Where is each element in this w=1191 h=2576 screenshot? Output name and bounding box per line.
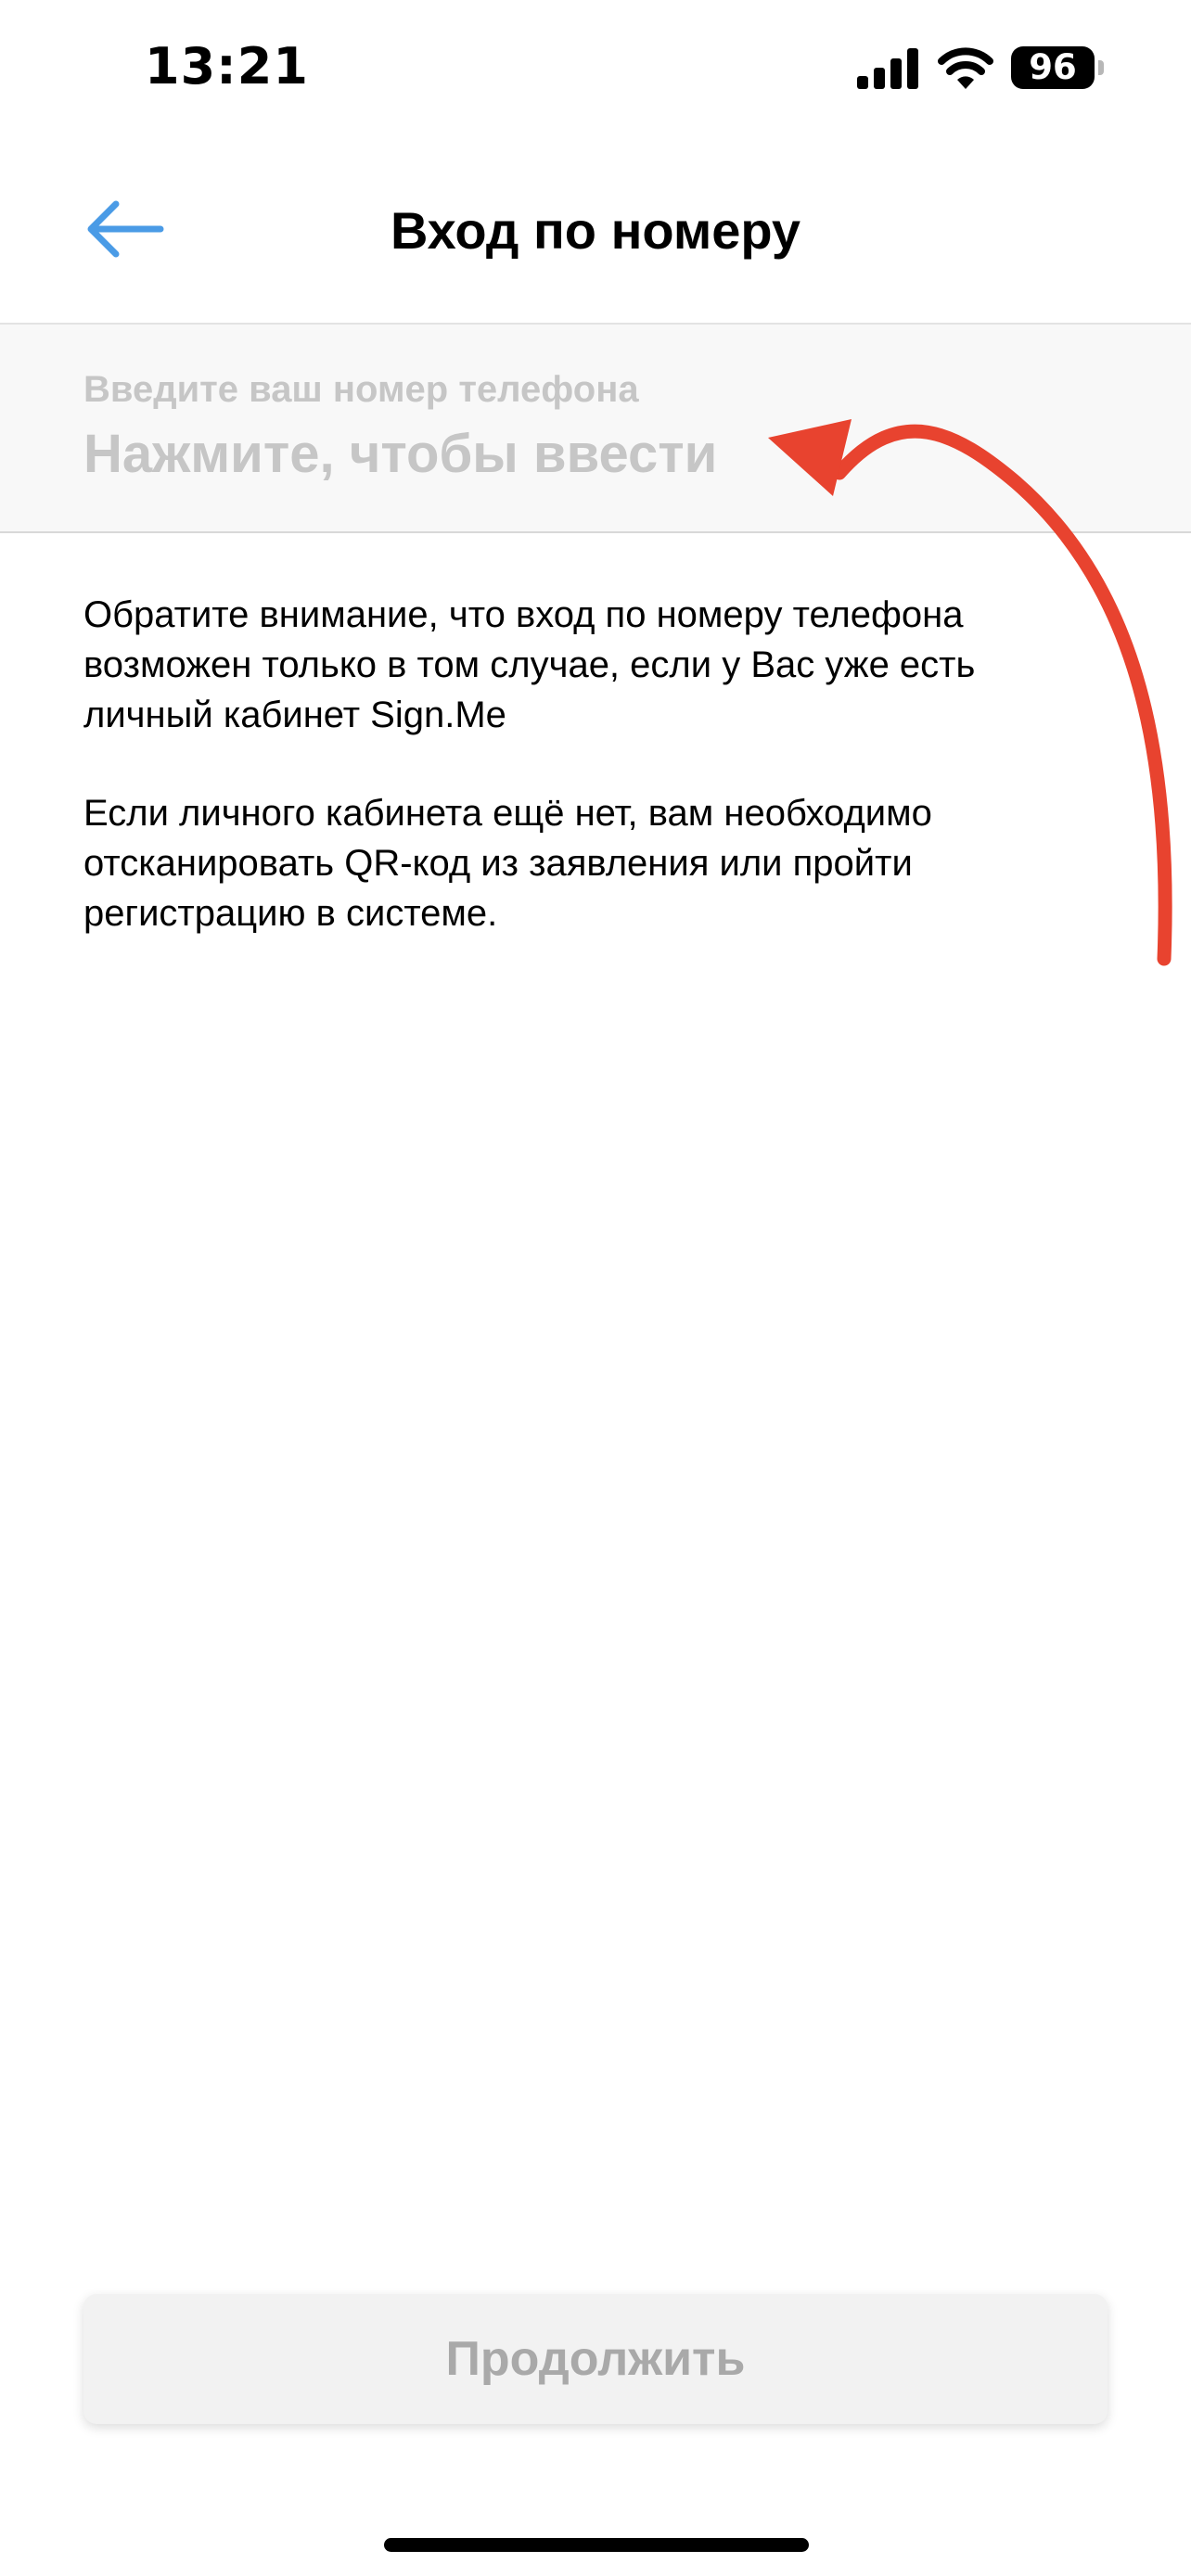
info-text bbox=[83, 590, 1113, 987]
phone-input[interactable] bbox=[0, 325, 1191, 533]
battery-cap bbox=[1098, 60, 1104, 75]
status-time: 13:21 bbox=[145, 37, 309, 96]
phone-input-placeholder: Нажмите, чтобы ввести bbox=[83, 424, 718, 484]
page-title: Вход по номеру bbox=[390, 201, 801, 260]
navigation-bar bbox=[0, 139, 1191, 325]
status-bar bbox=[0, 0, 1191, 139]
signal-icon bbox=[857, 48, 920, 89]
battery-icon bbox=[1011, 46, 1106, 89]
home-indicator bbox=[384, 2538, 809, 2552]
info-paragraph-registration: Если личного кабинета ещё нет, вам необходимо отсканировать QR-код из заявления или пройти регистрацию в системе. bbox=[83, 793, 932, 934]
continue-button[interactable]: Продолжить bbox=[83, 2294, 1108, 2424]
info-paragraph-existing-account: Обратите внимание, что вход по номеру телефона возможен только в том случае, если у Вас уже есть личный кабинет Sign.Me bbox=[83, 594, 976, 735]
battery-level: 96 bbox=[1011, 46, 1095, 89]
wifi-icon bbox=[937, 46, 994, 89]
phone-input-label: Введите ваш номер телефона bbox=[83, 369, 639, 410]
